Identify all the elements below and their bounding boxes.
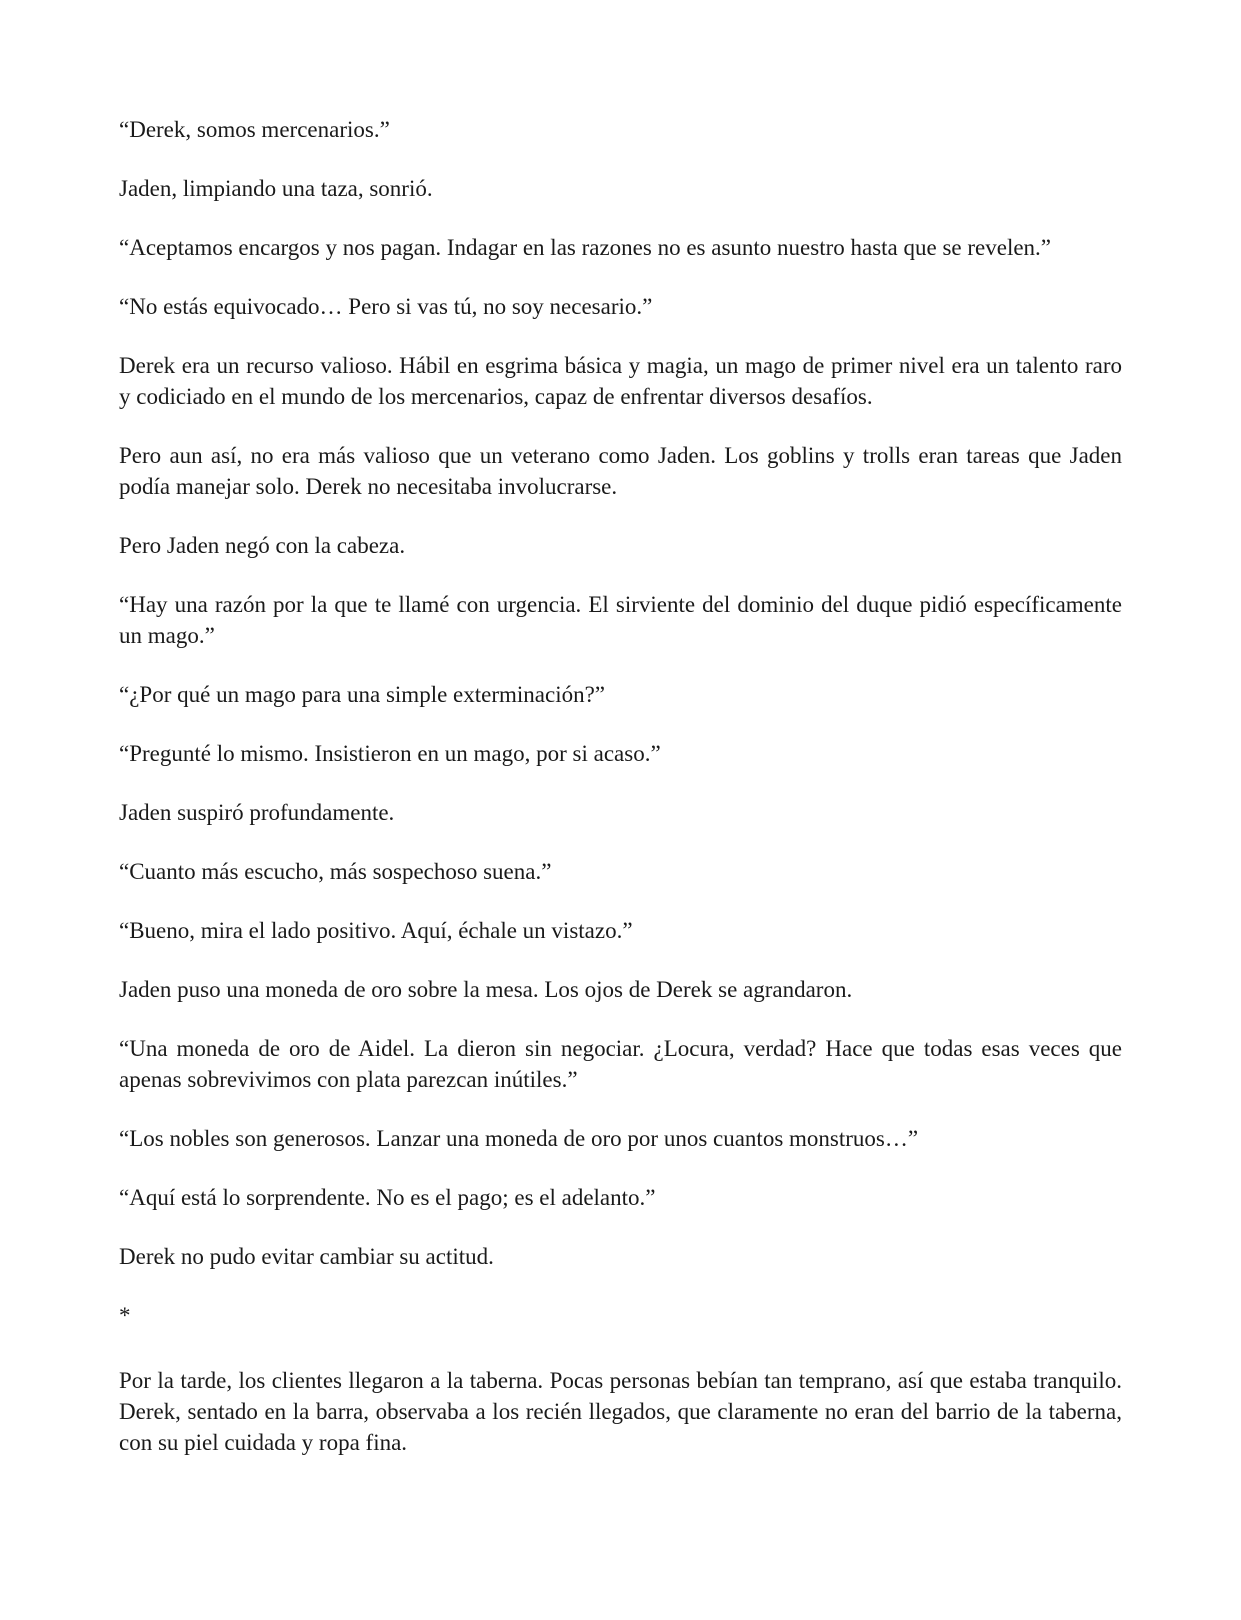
paragraph-16: “Los nobles son generosos. Lanzar una moneda de oro por unos cuantos monstruos…” (119, 1126, 919, 1151)
paragraph-1: “Derek, somos mercenarios.” (119, 117, 390, 142)
paragraph-12: “Cuanto más escucho, más sospechoso suena.” (119, 859, 552, 884)
paragraph-5: Derek era un recurso valioso. Hábil en esgrima básica y magia, un mago de primer nivel era un talento raro y codiciado en el mundo de los mercenarios, capaz de enfrentar diversos desafíos. (119, 353, 1122, 409)
paragraph-11: Jaden suspiró profundamente. (119, 800, 395, 825)
paragraph-20: Por la tarde, los clientes llegaron a la taberna. Pocas personas bebían tan temprano, así que estaba tranquilo. Derek, sentado en la barra, observaba a los recién llegados, que claramente no eran del barrio de la taberna, con su piel cuidada y ropa fina. (119, 1368, 1122, 1455)
paragraph-15: “Una moneda de oro de Aidel. La dieron sin negociar. ¿Locura, verdad? Hace que todas esas veces que apenas sobrevivimos con plata parezcan inútiles.” (119, 1036, 1122, 1092)
paragraph-9: “¿Por qué un mago para una simple exterminación?” (119, 682, 606, 707)
paragraph-10: “Pregunté lo mismo. Insistieron en un mago, por si acaso.” (119, 741, 661, 766)
paragraph-4: “No estás equivocado… Pero si vas tú, no soy necesario.” (119, 294, 653, 319)
paragraph-13: “Bueno, mira el lado positivo. Aquí, échale un vistazo.” (119, 918, 633, 943)
paragraph-7: Pero Jaden negó con la cabeza. (119, 533, 406, 558)
document-page (119, 114, 1122, 1486)
paragraph-8: “Hay una razón por la que te llamé con urgencia. El sirviente del dominio del duque pidió específicamente un mago.” (119, 592, 1122, 648)
paragraph-18: Derek no pudo evitar cambiar su actitud. (119, 1244, 494, 1269)
paragraph-6: Pero aun así, no era más valioso que un veterano como Jaden. Los goblins y trolls eran tareas que Jaden podía manejar solo. Derek no necesitaba involucrarse. (119, 443, 1122, 499)
scene-break: * (119, 1303, 131, 1328)
paragraph-17: “Aquí está lo sorprendente. No es el pago; es el adelanto.” (119, 1185, 656, 1210)
paragraph-14: Jaden puso una moneda de oro sobre la mesa. Los ojos de Derek se agrandaron. (119, 977, 853, 1002)
paragraph-3: “Aceptamos encargos y nos pagan. Indagar en las razones no es asunto nuestro hasta que se revelen.” (119, 235, 1052, 260)
paragraph-2: Jaden, limpiando una taza, sonrió. (119, 176, 433, 201)
